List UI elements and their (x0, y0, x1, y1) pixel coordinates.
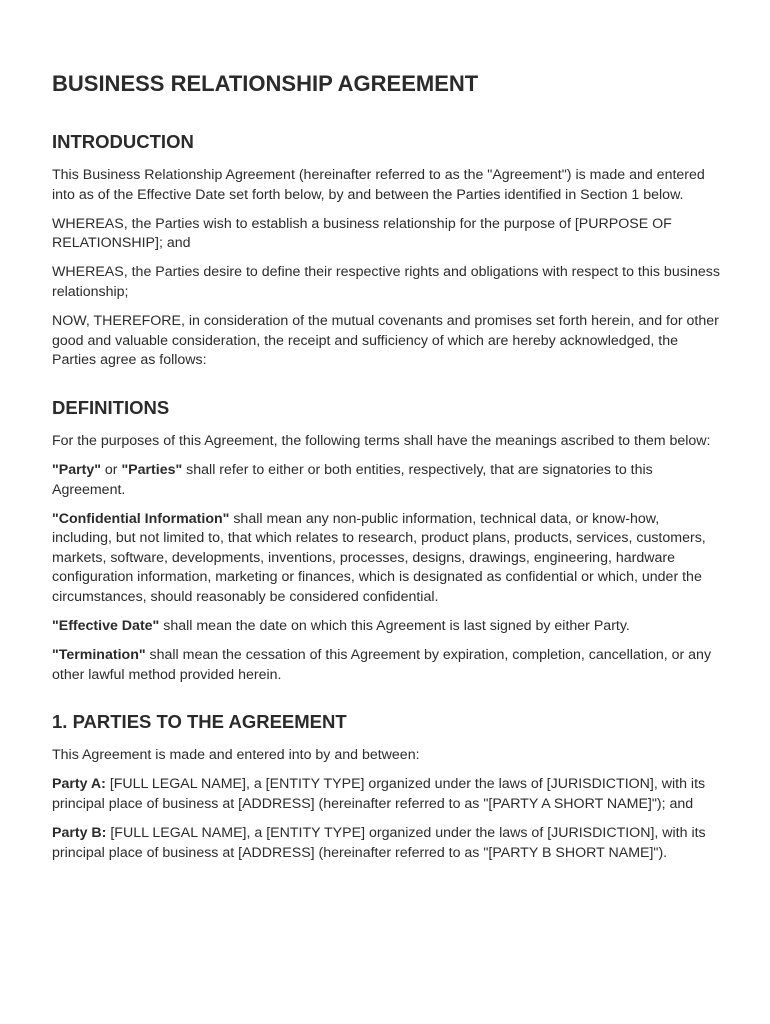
definition-confidential-text: shall mean any non-public information, technical data, or know-how, including, but not limited to, that which relates to research, product plans, products, services, customers, markets, software, developments, inventions, processes, designs, drawings, engineering, hardware configuration information, marketing or finances, which is designated as confidential or which, under the circumstances, should reasonably be considered confidential. (52, 510, 706, 605)
definition-effective-date (52, 617, 722, 637)
definition-confidential-information (52, 510, 722, 608)
definitions-heading: DEFINITIONS (52, 396, 170, 418)
party-b-paragraph (52, 824, 722, 863)
party-a-label: Party A: (52, 776, 106, 793)
document-page (52, 66, 722, 885)
definition-party-text: shall refer to either or both entities, respectively, that are signatories to this Agreement. (52, 461, 653, 498)
definitions-section (52, 394, 722, 686)
party-b-label: Party B: (52, 825, 107, 842)
now-therefore-paragraph: NOW, THEREFORE, in consideration of the mutual covenants and promises set forth herein, and for other good and valuable consideration, the receipt and sufficiency of which are hereby acknowledged, the Parties agree as follows: (52, 313, 719, 369)
whereas-rights-paragraph: WHEREAS, the Parties desire to define their respective rights and obligations with respect to this business relationship; (52, 264, 720, 300)
parties-lead: This Agreement is made and entered into by and between: (52, 747, 420, 764)
term-effective-date: "Effective Date" (52, 618, 160, 635)
definition-party (52, 461, 722, 500)
party-a-paragraph (52, 775, 722, 814)
introduction-paragraph: This Business Relationship Agreement (hereinafter referred to as the "Agreement") is made and entered into as of the Effective Date set forth below, by and between the Parties identified in Section 1 below. (52, 167, 705, 203)
definition-effective-date-text: shall mean the date on which this Agreement is last signed by either Party. (159, 618, 630, 635)
term-connector: or (100, 461, 122, 478)
term-parties: "Parties" (121, 461, 183, 478)
party-b-text: [FULL LEGAL NAME], a [ENTITY TYPE] organized under the laws of [JURISDICTION], with its principal place of business at [ADDRESS] (hereinafter referred to as "[PARTY B SHORT NAME]"). (52, 825, 706, 861)
term-confidential-information: "Confidential Information" (52, 510, 230, 527)
whereas-purpose-paragraph: WHEREAS, the Parties wish to establish a business relationship for the purpose of [PURPOSE OF RELATIONSHIP]; and (52, 215, 672, 252)
parties-section (52, 708, 722, 863)
definition-termination (52, 646, 722, 685)
definition-termination-text: shall mean the cessation of this Agreement by expiration, completion, cancellation, or any other lawful method provided herein. (52, 647, 712, 683)
introduction-heading: INTRODUCTION (52, 131, 194, 152)
party-a-text: [FULL LEGAL NAME], a [ENTITY TYPE] organized under the laws of [JURISDICTION], with its principal place of business at [ADDRESS] (hereinafter referred to as "[PARTY A SHORT NAME]"); and (52, 776, 706, 813)
definitions-lead: For the purposes of this Agreement, the following terms shall have the meanings ascribed to them below: (52, 432, 711, 449)
introduction-section (52, 128, 722, 371)
term-party: "Party" (52, 461, 101, 478)
document-title: BUSINESS RELATIONSHIP AGREEMENT (52, 71, 479, 96)
term-termination: "Termination" (52, 647, 146, 664)
parties-heading: 1. PARTIES TO THE AGREEMENT (52, 711, 347, 733)
